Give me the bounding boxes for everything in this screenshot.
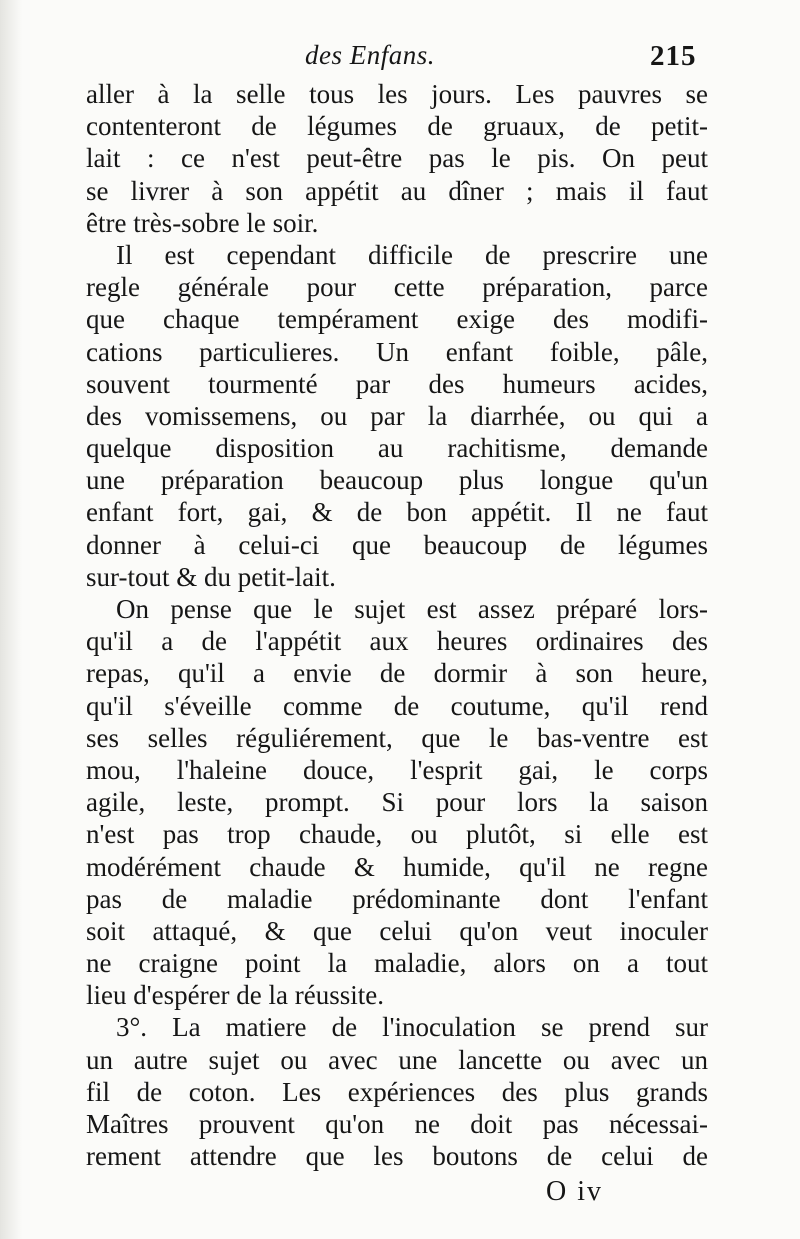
text-line: lieu d'espérer de la réussite. (86, 980, 384, 1011)
text-line: ses selles réguliérement, que le bas-ventre est (86, 722, 708, 753)
text-line: être très-sobre le soir. (86, 207, 319, 238)
text-line: Maîtres prouvent qu'on ne doit pas nécessai- (86, 1109, 708, 1139)
text-line: un autre sujet ou avec une lancette ou avec un (86, 1044, 708, 1075)
text-line: aller à la selle tous les jours. Les pauvres se (86, 79, 708, 109)
text-line: mou, l'haleine douce, l'esprit gai, le corps (86, 754, 708, 785)
paragraph-start-line: 3°. La matiere de l'inoculation se prend sur (116, 1012, 708, 1043)
text-line: qu'il s'éveille comme de coutume, qu'il rend (86, 690, 708, 721)
signature-mark: O iv (546, 1176, 603, 1207)
running-head: des Enfans. (305, 40, 435, 70)
text-line: que chaque tempérament exige des modifi- (86, 304, 708, 335)
text-line: agile, leste, prompt. Si pour lors la saison (86, 787, 708, 818)
text-line: repas, qu'il a envie de dormir à son heure, (86, 658, 708, 689)
page-gutter-shadow (0, 0, 22, 1239)
text-line: qu'il a de l'appétit aux heures ordinaires des (86, 626, 708, 657)
text-line: quelque disposition au rachitisme, demande (86, 433, 708, 464)
text-line: soit attaqué, & que celui qu'on veut inoculer (86, 915, 708, 946)
paragraph-start-line: Il est cependant difficile de prescrire une (116, 239, 708, 270)
text-line: enfant fort, gai, & de bon appétit. Il ne faut (86, 497, 708, 528)
page-number: 215 (650, 40, 697, 72)
text-line: ne craigne point la maladie, alors on a tout (86, 948, 708, 979)
text-line: fil de coton. Les expériences des plus grands (86, 1076, 708, 1107)
text-line: n'est pas trop chaude, ou plutôt, si elle est (86, 819, 708, 850)
text-line: pas de maladie prédominante dont l'enfant (86, 883, 708, 914)
text-line: cations particulieres. Un enfant foible, pâle, (86, 336, 708, 367)
page-header (0, 40, 800, 80)
text-line: donner à celui-ci que beaucoup de légumes (86, 529, 708, 560)
body-text (86, 78, 708, 1172)
text-line: une préparation beaucoup plus longue qu'un (86, 465, 708, 496)
text-line: regle générale pour cette préparation, parce (86, 272, 708, 303)
text-line: rement attendre que les boutons de celui de (86, 1141, 708, 1172)
text-line: contenteront de légumes de gruaux, de petit- (86, 111, 708, 142)
text-line: modérément chaude & humide, qu'il ne regne (86, 851, 708, 882)
paragraph-start-line: On pense que le sujet est assez préparé lors- (116, 594, 708, 624)
text-line: se livrer à son appétit au dîner ; mais il faut (86, 175, 708, 206)
text-line: lait : ce n'est peut-être pas le pis. On peut (86, 143, 708, 174)
text-line: souvent tourmenté par des humeurs acides, (86, 368, 708, 399)
text-line: sur-tout & du petit-lait. (86, 561, 336, 592)
text-line: des vomissemens, ou par la diarrhée, ou qui a (86, 400, 708, 431)
